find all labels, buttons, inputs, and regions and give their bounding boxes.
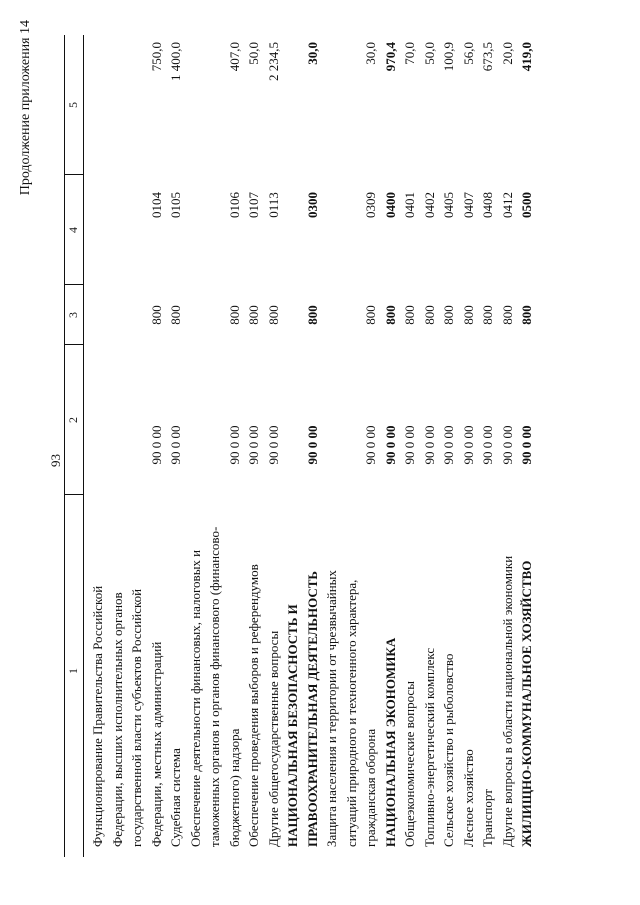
row-label-line: ЖИЛИЩНО-КОММУНАЛЬНОЕ ХОЗЯЙСТВО	[519, 560, 534, 847]
cell-c2: 90 0 00	[246, 425, 261, 465]
cell-c4: 0113	[265, 192, 281, 218]
header-separator	[64, 494, 83, 495]
cell-c5: 30,0	[363, 42, 378, 65]
cell-c3: 800	[304, 305, 320, 325]
cell-c4: 0309	[363, 192, 378, 218]
row-label-line: Другие вопросы в области национальной экономики	[499, 555, 515, 847]
cell-c2: 90 0 00	[480, 425, 495, 465]
row-label	[283, 497, 322, 847]
row-label-line: Федерации, высших исполнительных органов	[109, 592, 125, 847]
row-label-line: Лесное хозяйство	[460, 749, 476, 847]
cell-c4: 0400	[382, 192, 398, 218]
row-label-line: Судебная система	[168, 748, 183, 847]
row-label	[498, 497, 518, 847]
row-label	[517, 497, 537, 847]
cell-c2: 90 0 00	[168, 425, 183, 465]
row-label-line: Сельское хозяйство и рыболовство	[441, 653, 456, 847]
cell-c2: 90 0 00	[519, 425, 534, 465]
cell-c5: 407,0	[226, 42, 242, 72]
row-label-line: Топливно-энергетический комплекс	[421, 647, 437, 847]
header-top-rule	[64, 35, 65, 857]
row-label-line: Функционирование Правительства Российской	[90, 585, 105, 847]
cell-c5: 20,0	[499, 42, 515, 65]
cell-c4: 0105	[168, 192, 183, 218]
row-label-line: бюджетного) надзора	[226, 728, 242, 847]
cell-c3: 800	[480, 305, 495, 325]
row-label-line: ПРАВООХРАНИТЕЛЬНАЯ ДЕЯТЕЛЬНОСТЬ	[304, 570, 320, 847]
cell-c4: 0408	[480, 192, 495, 218]
cell-c4: 0500	[519, 192, 534, 218]
cell-c2: 90 0 00	[499, 425, 515, 465]
cell-c5: 100,9	[441, 42, 456, 72]
row-label-line: Общеэкономические вопросы	[402, 681, 417, 847]
cell-c4: 0405	[441, 192, 456, 218]
cell-c4: 0106	[226, 192, 242, 218]
row-label-line: Федерации, местных администраций	[148, 641, 164, 847]
row-label-line: Обеспечение проведения выборов и референдумов	[246, 564, 261, 847]
cell-c3: 800	[246, 305, 261, 325]
cell-c3: 800	[460, 305, 476, 325]
row-label	[244, 497, 264, 847]
page-number: 93	[48, 454, 63, 467]
row-label-line: гражданская оборона	[363, 728, 378, 847]
header-separator	[64, 174, 83, 175]
row-label	[420, 497, 440, 847]
cell-c3: 800	[382, 305, 398, 325]
cell-c5: 750,0	[148, 42, 164, 72]
cell-c2: 90 0 00	[421, 425, 437, 465]
row-label-line: государственной власти субъектов Российской	[129, 588, 144, 847]
row-label-line: Защита населения и территории от чрезвычайных	[324, 570, 339, 847]
cell-c4: 0104	[148, 192, 164, 218]
cell-c5: 673,5	[480, 42, 495, 72]
row-label	[322, 497, 381, 847]
header-bottom-rule	[83, 35, 84, 857]
cell-c3: 800	[421, 305, 437, 325]
cell-c2: 90 0 00	[265, 425, 281, 465]
row-label-line: Другие общегосударственные вопросы	[265, 630, 281, 847]
cell-c4: 0402	[421, 192, 437, 218]
row-label-line: таможенных органов и органов финансового (финансово-	[207, 526, 222, 847]
cell-c5: 70,0	[402, 42, 417, 65]
column-header-5: 5	[66, 102, 80, 108]
cell-c2: 90 0 00	[382, 425, 398, 465]
row-label-line: НАЦИОНАЛЬНАЯ БЕЗОПАСНОСТЬ И	[285, 604, 300, 847]
cell-c5: 30,0	[304, 42, 320, 65]
cell-c3: 800	[168, 305, 183, 325]
cell-c3: 800	[148, 305, 164, 325]
row-label	[439, 497, 459, 847]
cell-c5: 419,0	[519, 42, 534, 72]
row-label	[459, 497, 479, 847]
cell-c2: 90 0 00	[460, 425, 476, 465]
cell-c2: 90 0 00	[148, 425, 164, 465]
row-label	[264, 497, 284, 847]
cell-c4: 0407	[460, 192, 476, 218]
cell-c5: 970,4	[382, 42, 398, 72]
cell-c3: 800	[499, 305, 515, 325]
cell-c3: 800	[402, 305, 417, 325]
cell-c2: 90 0 00	[304, 425, 320, 465]
cell-c3: 800	[441, 305, 456, 325]
row-label-line: НАЦИОНАЛЬНАЯ ЭКОНОМИКА	[382, 637, 398, 847]
cell-c2: 90 0 00	[402, 425, 417, 465]
column-header-3: 3	[66, 312, 80, 318]
cell-c5: 50,0	[246, 42, 261, 65]
row-label	[400, 497, 420, 847]
cell-c3: 800	[519, 305, 534, 325]
cell-c4: 0401	[402, 192, 417, 218]
row-label-line: Обеспечение деятельности финансовых, налоговых и	[187, 549, 203, 847]
row-label-line: Транспорт	[480, 789, 495, 847]
row-label	[166, 497, 186, 847]
cell-c4: 0107	[246, 192, 261, 218]
cell-c2: 90 0 00	[363, 425, 378, 465]
cell-c2: 90 0 00	[441, 425, 456, 465]
cell-c2: 90 0 00	[226, 425, 242, 465]
cell-c3: 800	[363, 305, 378, 325]
cell-c3: 800	[226, 305, 242, 325]
cell-c4: 0412	[499, 192, 515, 218]
cell-c5: 56,0	[460, 42, 476, 65]
cell-c5: 1 400,0	[168, 42, 183, 81]
column-header-1: 1	[66, 668, 80, 674]
cell-c3: 800	[265, 305, 281, 325]
continuation-note: Продолжение приложения 14	[18, 20, 33, 196]
cell-c4: 0300	[304, 192, 320, 218]
row-label	[478, 497, 498, 847]
column-header-2: 2	[66, 417, 80, 423]
row-label	[88, 497, 166, 847]
row-label-line: ситуаций природного и техногенного характера,	[343, 579, 359, 847]
column-header-4: 4	[66, 227, 80, 233]
row-label	[381, 497, 401, 847]
cell-c5: 2 234,5	[265, 42, 281, 81]
row-label	[186, 497, 245, 847]
cell-c5: 50,0	[421, 42, 437, 65]
